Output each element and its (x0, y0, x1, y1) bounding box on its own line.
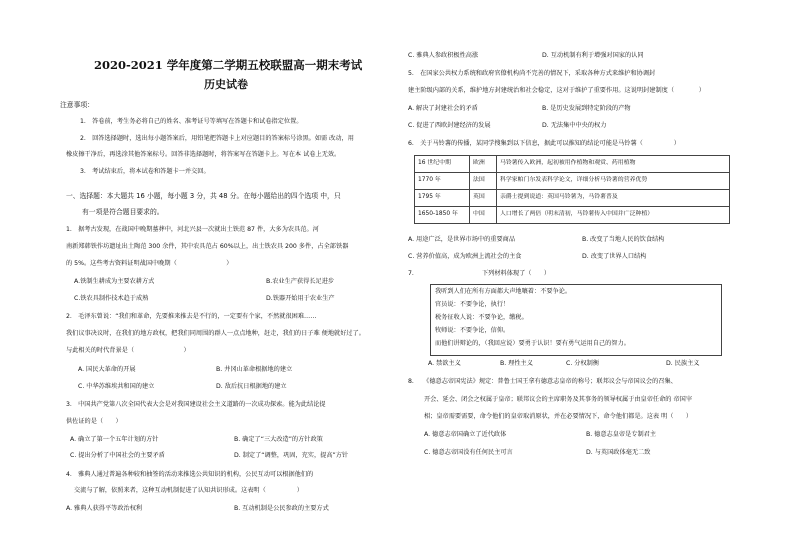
q4-option-b[interactable]: B. 互动机制是公民参政的主要方式 (234, 505, 329, 512)
table-cell-info: 马铃薯传入欧洲，起初被用作植物和观赏、药用植物 (497, 156, 730, 173)
q6-table (414, 155, 730, 224)
q2-line2: 我们议事决议时，在我们的地方政权，把我们同周围的群人一点点地种，赶走，我们的日子难 便地就好过了。 (66, 330, 365, 337)
q2-line3: 与此相关的时代背景是（ ） (66, 347, 190, 354)
q2-option-c[interactable]: C. 中华苏维埃共和国的建立 (78, 383, 155, 390)
q5-option-d[interactable]: D. 无法集中中央的权力 (542, 122, 607, 129)
table-cell-place: 欧洲 (470, 156, 497, 173)
table-cell-time: 1795 年 (415, 190, 470, 207)
q4-option-d[interactable]: D. 互动机制有利于增强对国家的认同 (542, 52, 644, 59)
q7-option-a[interactable]: A. 禁欲主义 (428, 360, 461, 367)
note-2b: 橡皮擦干净后，再选涂其他答案标号。回答非选择题时，将答案写在答题卡上。写在本 试卷上无效。 (66, 151, 341, 158)
q4-option-c[interactable]: C. 雅典人参政积极性高涨 (408, 52, 479, 59)
table-row (415, 207, 730, 224)
q1-line1: 1. 据考古发现，在战国中晚期墓葬中，河北兴县一次就出土铁范 87 件，大多为农具范。河 (66, 226, 319, 233)
q6-option-d[interactable]: D. 改变了世界人口结构 (582, 253, 647, 260)
q7-option-c[interactable]: C. 分权制衡 (566, 360, 600, 367)
q4-line2: 交流与了解，依照来者，这种互动机制促进了认知共识形成。这表明（ ） (74, 487, 303, 494)
exam-subtitle: 历史试卷 (204, 78, 248, 91)
notes-heading: 注意事项： (60, 101, 94, 109)
q3-option-b[interactable]: B. 确定了“三大改造”的方针政策 (234, 436, 323, 443)
q7-quote-box (430, 284, 722, 356)
table-row (415, 173, 730, 190)
q6-option-b[interactable]: B. 改变了当地人民的饮食结构 (582, 236, 665, 243)
table-row (415, 156, 730, 173)
table-cell-time: 16 世纪中期 (415, 156, 470, 173)
q1-option-c[interactable]: C.铁农具制作技术趋于成熟 (74, 295, 149, 302)
q5-option-a[interactable]: A. 解决了封建社会的矛盾 (408, 105, 478, 112)
q2-option-b[interactable]: B. 井冈山革命根据地的建立 (216, 366, 293, 373)
quote-line: 牧师说：不要争论，信仰。 (435, 327, 510, 334)
quote-line: 官员说：不要争论，执行！ (435, 301, 510, 308)
table-cell-time: 1650-1850 年 (415, 207, 470, 224)
table-cell-info: 亲爵士提到说道：英国马铃薯为，马铃薯普及 (497, 190, 730, 207)
q3-line1: 3. 中国共产党第八次全国代表大会是对我国建设社会主义道路的一次成功探索。能为此结论提 (66, 401, 326, 408)
note-3: 3. 考试结束后，将本试卷和答题卡一并交回。 (80, 168, 210, 175)
q5-line2: 建主阶级内部的关系，维护地方封建统治和社会稳定，这对于维护了重要作用。这说明封建制度（ ） (408, 87, 705, 94)
q7-option-b[interactable]: B. 理性主义 (500, 360, 533, 367)
q5-option-c[interactable]: C. 促进了西欧封建经济的发展 (408, 122, 491, 129)
exam-title: 2020-2021 学年度第二学期五校联盟高一期末考试 (94, 58, 363, 72)
q2-line1: 2. 毛泽东曾说：“我们和革命，先要推来推去是不行的，一定要有个家，不然就很困难…… (66, 313, 317, 320)
q7-option-d[interactable]: D. 民族主义 (666, 360, 700, 367)
q8-option-b[interactable]: B. 德意志皇帝是专制君主 (586, 431, 657, 438)
quote-line: 税务征收人说：不要争论，缴税。 (435, 314, 528, 321)
q3-option-c[interactable]: C. 提出分析了中国社会的主要矛盾 (70, 452, 165, 459)
table-row (415, 190, 730, 207)
table-cell-time: 1770 年 (415, 173, 470, 190)
q4-option-a[interactable]: A. 雅典人获得平等政治权利 (66, 505, 143, 512)
q3-option-d[interactable]: D. 制定了“调整，巩固，充实，提高”方针 (234, 452, 349, 459)
table-cell-info: 科学家帕门尔发表科学论文，详细分析马铃薯的营养优势 (497, 173, 730, 190)
q1-line3: 的 5%。这些考古资料证明战国中晚期（ ） (66, 260, 233, 267)
section1-line1: 一、选择题：本大题共 16 小题，每小题 3 分，共 48 分。在每小题给出的四个选项 中，只 (66, 192, 341, 200)
note-1: 1. 答卷前，考生务必将自己的姓名、准考证号等填写在答题卡和试卷指定位置。 (80, 118, 303, 125)
q1-option-a[interactable]: A.铁制生耕成为主要农耕方式 (74, 278, 155, 285)
q4-line1: 4. 雅典人通过普遍各种较和抽签的活动来推选公共知识的机构，公民互动可以根据他们的 (66, 471, 314, 478)
table-cell-info: 人口增长了两倍（明末清初，马铃薯传入中国并广泛种植） (497, 207, 730, 224)
q1-option-b[interactable]: B.农业生产获得长足进步 (266, 278, 335, 285)
table-cell-place: 法国 (470, 173, 497, 190)
q8-option-c[interactable]: C. 德意志帝国没有任何民主可言 (424, 449, 513, 456)
q3-option-a[interactable]: A. 确立了第一个五年计划的方针 (70, 436, 159, 443)
q6-option-c[interactable]: C. 营养价值高，成为欧洲上流社会的主食 (408, 253, 522, 260)
q8-line3: 相；皇帝需要需要，命令他们的皇帝取消原状，并在必要情况下，命令他们都是。这表 明（ ） (424, 413, 693, 420)
q3-line2: 供佐证的是（ ） (66, 418, 122, 425)
quote-line: 而他们讲辩论的，（我回应说）要勇于认识！要有勇气运用自己的智力。 (435, 340, 630, 347)
q1-line2: 南新郑韩铁作坊遗址出土陶范 300 余件，其中农具范占 60%以上，出土铁农具 200 多件，占全部铁器 (66, 243, 349, 250)
q5-line1: 5. 在国家公共权力系统和政府官僚机构尚不完善的情况下，采取各种方式来维护和协调封 (408, 70, 656, 77)
quote-line: 我听到人们在所有方面都大声地嚷着：不要争论。 (435, 288, 572, 295)
right-column (402, 0, 747, 551)
left-column (52, 0, 392, 551)
q1-option-d[interactable]: D.铁器开始用于农业生产 (266, 295, 335, 302)
q8-line2: 开会、延会、闭会之权属于皇帝；联邦议会的主席职务及其事务的领导权属于由皇帝任命的 帝国宰 (424, 396, 693, 403)
q5-option-b[interactable]: B. 是历史发展到特定阶段的产物 (542, 105, 631, 112)
q7-line1: 7. 下列材料体现了（ ） (408, 270, 551, 277)
q2-option-d[interactable]: D. 敌后抗日根据地的建立 (216, 383, 287, 390)
q2-option-a[interactable]: A. 国民大革命的开展 (78, 366, 136, 373)
note-2a: 2. 回答选择题时，选出每小题答案后，用铅笔把答题卡上对应题目的答案标号涂黑。如需 改动，用 (80, 135, 354, 142)
q6-option-a[interactable]: A. 用途广泛，是世界市场中的重要商品 (408, 236, 516, 243)
table-cell-place: 英国 (470, 190, 497, 207)
q8-option-d[interactable]: D. 与英国政体毫无二致 (586, 449, 651, 456)
section1-line2: 有一项是符合题目要求的。 (82, 208, 164, 216)
table-cell-place: 中国 (470, 207, 497, 224)
q8-option-a[interactable]: A. 德意志帝国确立了近代政体 (424, 431, 507, 438)
q8-line1: 8. 《德意志帝国宪法》规定：普鲁士国王拿有德意志皇帝的称号；联邦议会与帝国议会的召集、 (408, 378, 677, 385)
q6-line1: 6. 关于马铃薯的传播，某同学搜集到以下信息，据此可以推知的结论可能是马铃薯（ ） (408, 140, 680, 147)
